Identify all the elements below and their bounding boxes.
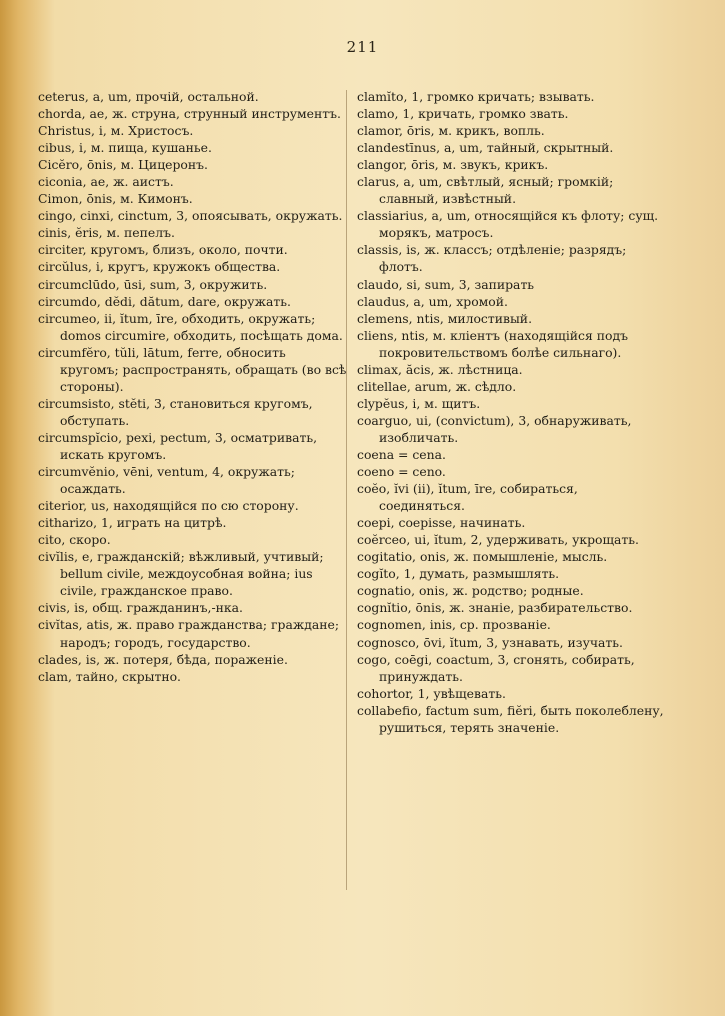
- dictionary-entry: clamo, 1, кричать, громко звать.: [357, 106, 569, 122]
- dictionary-entry: clitellae, arum, ж. сѣдло.: [357, 378, 517, 394]
- right-column: [357, 88, 667, 736]
- dictionary-entry: circumeo, ii, ĭtum, īre, обходить, окружать; domos circumire, обходить, посѣщать дома.: [38, 310, 343, 343]
- dictionary-entry: cognosco, ōvi, ĭtum, 3, узнавать, изучать.: [357, 634, 623, 650]
- dictionary-entry: cognĭtio, ōnis, ж. знаніе, разбирательство.: [357, 600, 633, 616]
- dictionary-entry: coĕrceo, ui, ĭtum, 2, удерживать, укрощать.: [357, 532, 639, 548]
- dictionary-entry: cingo, cinxi, cinctum, 3, опоясывать, окружать.: [38, 208, 343, 224]
- dictionary-entry: climax, ăcis, ж. лѣстница.: [357, 361, 523, 377]
- dictionary-entry: circumspĭcio, pexi, pectum, 3, осматривать, искать кругомъ.: [38, 429, 318, 462]
- dictionary-entry: coeno = ceno.: [357, 464, 446, 480]
- dictionary-entry: cognomen, inis, ср. прозваніе.: [357, 617, 551, 633]
- dictionary-entry: civĭlis, e, гражданскій; вѣжливый, учтивый; bellum civile, междоусобная война; ius civile, гражданское право.: [38, 549, 324, 599]
- column-divider: [346, 90, 347, 890]
- dictionary-entry: coarguo, ui, (convictum), 3, обнаруживать, изобличать.: [357, 412, 632, 445]
- dictionary-entry: coĕo, ĭvi (ii), ĭtum, īre, собираться, соединяться.: [357, 481, 578, 514]
- dictionary-entry: cito, скоро.: [38, 532, 111, 548]
- page-number: 211: [346, 38, 379, 56]
- dictionary-entry: cogitatio, onis, ж. помышленіе, мысль.: [357, 549, 608, 565]
- dictionary-entry: circumfĕro, tŭli, lātum, ferre, обносить кругомъ; распространять, обращать (во всѣ стороны).: [38, 344, 347, 394]
- dictionary-entry: cogo, coēgi, coactum, 3, сгонять, собирать, принуждать.: [357, 651, 635, 684]
- dictionary-entry: clandestīnus, a, um, тайный, скрытный.: [357, 140, 614, 156]
- dictionary-entry: classiarius, a, um, относящійся къ флоту; сущ. морякъ, матросъ.: [357, 208, 659, 241]
- dictionary-entry: circumvĕnio, vēni, ventum, 4, окружать; осаждать.: [38, 464, 295, 497]
- dictionary-entry: circŭlus, i, кругъ, кружокъ общества.: [38, 259, 281, 275]
- dictionary-entry: cibus, i, м. пища, кушанье.: [38, 140, 212, 156]
- dictionary-entry: cogĭto, 1, думать, размышлять.: [357, 566, 560, 582]
- dictionary-entry: clam, тайно, скрытно.: [38, 668, 182, 684]
- left-column: [38, 88, 348, 685]
- dictionary-entry: ciconia, ae, ж. аистъ.: [38, 174, 174, 190]
- dictionary-entry: coepi, coepisse, начинать.: [357, 515, 526, 531]
- dictionary-entry: cognatio, onis, ж. родство; родные.: [357, 583, 584, 599]
- dictionary-entry: circumsisto, stĕti, 3, становиться кругомъ, обступать.: [38, 395, 313, 428]
- dictionary-entry: clamor, ōris, м. крикъ, вопль.: [357, 123, 545, 139]
- dictionary-entry: claudus, a, um, хромой.: [357, 293, 508, 309]
- dictionary-entry: claudo, si, sum, 3, запирать: [357, 276, 535, 292]
- dictionary-entry: civĭtas, atis, ж. право гражданства; граждане; народъ; городъ, государство.: [38, 617, 340, 650]
- dictionary-entry: classis, is, ж. классъ; отдѣленіе; разрядъ; флотъ.: [357, 242, 627, 275]
- dictionary-entry: coena = cena.: [357, 446, 446, 462]
- dictionary-entry: cinis, ĕris, м. пепелъ.: [38, 225, 175, 241]
- dictionary-entry: civis, is, общ. гражданинъ,-нка.: [38, 600, 243, 616]
- dictionary-entry: collabefio, factum sum, fiĕri, быть поколеблену, рушиться, терять значеніе.: [357, 702, 664, 735]
- dictionary-entry: Christus, i, м. Христосъ.: [38, 123, 194, 139]
- dictionary-entry: clarus, a, um, свѣтлый, ясный; громкій; славный, извѣстный.: [357, 174, 614, 207]
- dictionary-entry: clemens, ntis, милостивый.: [357, 310, 533, 326]
- dictionary-entry: clypĕus, i, м. щитъ.: [357, 395, 481, 411]
- dictionary-entry: circumclūdo, ūsi, sum, 3, окружить.: [38, 276, 268, 292]
- dictionary-entry: ceterus, a, um, прочій, остальной.: [38, 89, 259, 104]
- dictionary-entry: Cicĕro, ōnis, м. Цицеронъ.: [38, 157, 208, 173]
- dictionary-entry: citharizo, 1, играть на цитрѣ.: [38, 515, 227, 531]
- dictionary-entry: citerior, us, находящійся по сю сторону.: [38, 498, 299, 514]
- dictionary-entry: cohortor, 1, увѣщевать.: [357, 685, 506, 701]
- dictionary-entry: cliens, ntis, м. кліентъ (находящійся подъ покровительствомъ болѣе сильнаго).: [357, 327, 628, 360]
- dictionary-entry: clades, is, ж. потеря, бѣда, пораженіе.: [38, 651, 288, 667]
- dictionary-entry: circumdo, dĕdi, dătum, dare, окружать.: [38, 293, 291, 309]
- dictionary-entry: clamĭto, 1, громко кричать; взывать.: [357, 89, 595, 104]
- dictionary-entry: circiter, кругомъ, близъ, около, почти.: [38, 242, 288, 258]
- dictionary-entry: Cimon, ōnis, м. Кимонъ.: [38, 191, 193, 207]
- dictionary-entry: chorda, ae, ж. струна, струнный инструментъ.: [38, 106, 341, 122]
- dictionary-entry: clangor, ōris, м. звукъ, крикъ.: [357, 157, 549, 173]
